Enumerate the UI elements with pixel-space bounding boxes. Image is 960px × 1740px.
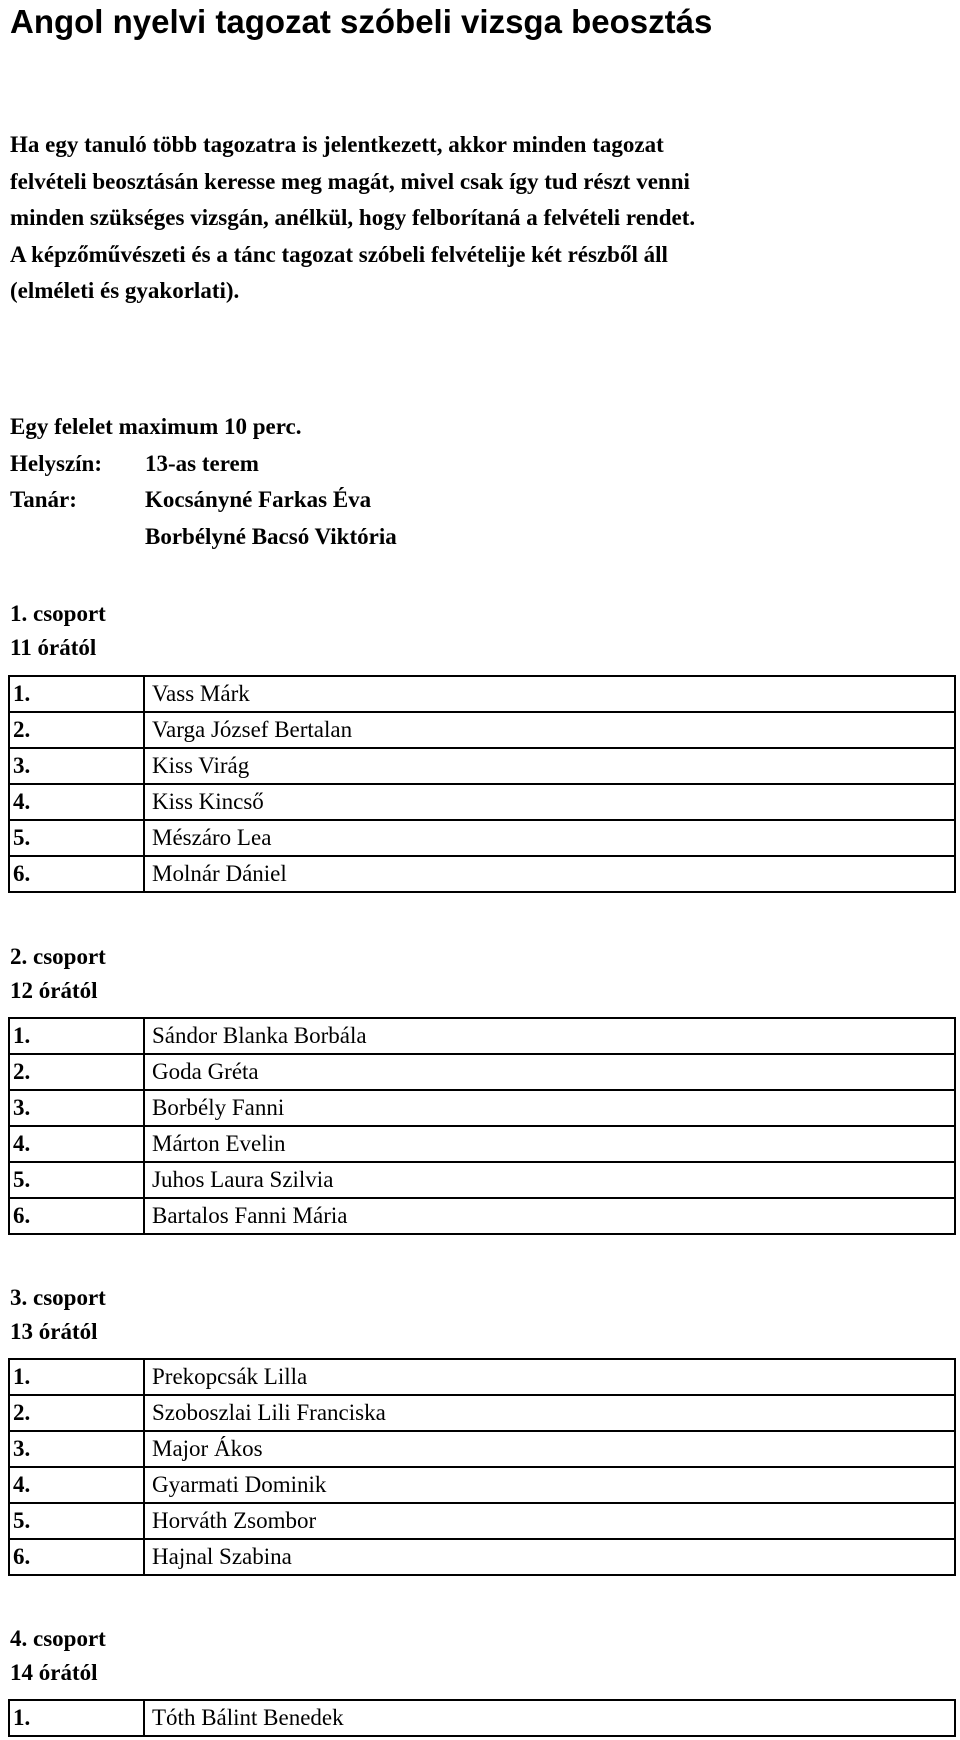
student-name: Varga József Bertalan (144, 712, 955, 748)
intro-line: minden szükséges vizsgán, anélkül, hogy felborítaná a felvételi rendet. (10, 205, 696, 230)
table-row (9, 1359, 955, 1395)
student-name: Bartalos Fanni Mária (144, 1198, 955, 1234)
student-name: Molnár Dániel (144, 856, 955, 892)
teacher-name: Kocsányné Farkas Éva (145, 487, 372, 512)
student-table (8, 675, 956, 893)
student-number: 3. (9, 1431, 144, 1467)
group-time: 14 órától (10, 1660, 98, 1685)
table-row (9, 748, 955, 784)
table-row (9, 1018, 955, 1054)
location-row (10, 446, 397, 483)
student-name: Prekopcsák Lilla (144, 1359, 955, 1395)
table-row (9, 1162, 955, 1198)
location-label: Helyszín: (10, 450, 102, 476)
group-time: 12 órától (10, 978, 98, 1003)
table-row (9, 712, 955, 748)
table-row (9, 1090, 955, 1126)
student-number: 6. (9, 856, 144, 892)
table-row (9, 820, 955, 856)
group-header (10, 1622, 106, 1690)
table-row (9, 1467, 955, 1503)
group-name: 1. csoport (10, 601, 106, 626)
table-row (9, 856, 955, 892)
student-number: 1. (9, 1018, 144, 1054)
teacher-label: Tanár: (10, 487, 77, 512)
teacher-row (10, 482, 397, 519)
student-number: 3. (9, 748, 144, 784)
group-name: 2. csoport (10, 944, 106, 969)
exam-info (10, 409, 397, 555)
table-row (9, 1054, 955, 1090)
student-number: 4. (9, 1126, 144, 1162)
student-number: 1. (9, 676, 144, 712)
student-table (8, 1017, 956, 1235)
student-number: 2. (9, 1054, 144, 1090)
student-number: 2. (9, 1395, 144, 1431)
student-number: 4. (9, 784, 144, 820)
intro-line: A képzőművészeti és a tánc tagozat szóbeli felvételije két részből áll (10, 241, 668, 267)
student-name: Gyarmati Dominik (144, 1467, 955, 1503)
student-name: Hajnal Szabina (144, 1539, 955, 1575)
student-name: Márton Evelin (144, 1126, 955, 1162)
group-name: 3. csoport (10, 1285, 106, 1310)
student-name: Kiss Virág (144, 748, 955, 784)
student-number: 1. (9, 1359, 144, 1395)
intro-paragraph (10, 127, 950, 310)
student-table (8, 1699, 956, 1737)
duration-note (10, 409, 397, 446)
group-time: 13 órától (10, 1319, 98, 1344)
intro-line: felvételi beosztásán keresse meg magát, mivel csak így tud részt venni (10, 168, 690, 194)
teacher-name: Borbélyné Bacsó Viktória (145, 523, 397, 549)
student-name: Goda Gréta (144, 1054, 955, 1090)
student-number: 4. (9, 1467, 144, 1503)
student-number: 6. (9, 1198, 144, 1234)
table-row (9, 784, 955, 820)
student-number: 3. (9, 1090, 144, 1126)
group-header (10, 940, 106, 1008)
table-row (9, 1198, 955, 1234)
student-table (8, 1358, 956, 1576)
intro-line: (elméleti és gyakorlati). (10, 278, 240, 303)
group-time: 11 órától (10, 635, 97, 660)
student-number: 5. (9, 820, 144, 856)
group-header (10, 597, 106, 665)
student-number: 5. (9, 1503, 144, 1539)
intro-line: Ha egy tanuló több tagozatra is jelentkezett, akkor minden tagozat (10, 132, 664, 157)
student-number: 5. (9, 1162, 144, 1198)
teacher-row (10, 519, 397, 556)
student-name: Sándor Blanka Borbála (144, 1018, 955, 1054)
student-name: Major Ákos (144, 1431, 955, 1467)
student-name: Borbély Fanni (144, 1090, 955, 1126)
table-row (9, 676, 955, 712)
group-name: 4. csoport (10, 1626, 106, 1651)
student-name: Tóth Bálint Benedek (144, 1700, 955, 1736)
student-name: Szoboszlai Lili Franciska (144, 1395, 955, 1431)
table-row (9, 1126, 955, 1162)
table-row (9, 1431, 955, 1467)
student-name: Vass Márk (144, 676, 955, 712)
page-title: Angol nyelvi tagozat szóbeli vizsga beosztás (10, 3, 713, 40)
student-name: Kiss Kincső (144, 784, 955, 820)
location-value: 13-as terem (145, 450, 259, 476)
table-row (9, 1539, 955, 1575)
student-name: Juhos Laura Szilvia (144, 1162, 955, 1198)
duration-text: Egy felelet maximum 10 perc. (10, 414, 302, 439)
table-row (9, 1395, 955, 1431)
student-number: 2. (9, 712, 144, 748)
student-name: Mészáro Lea (144, 820, 955, 856)
group-header (10, 1281, 106, 1349)
table-row (9, 1503, 955, 1539)
table-row (9, 1700, 955, 1736)
student-number: 1. (9, 1700, 144, 1736)
student-name: Horváth Zsombor (144, 1503, 955, 1539)
student-number: 6. (9, 1539, 144, 1575)
